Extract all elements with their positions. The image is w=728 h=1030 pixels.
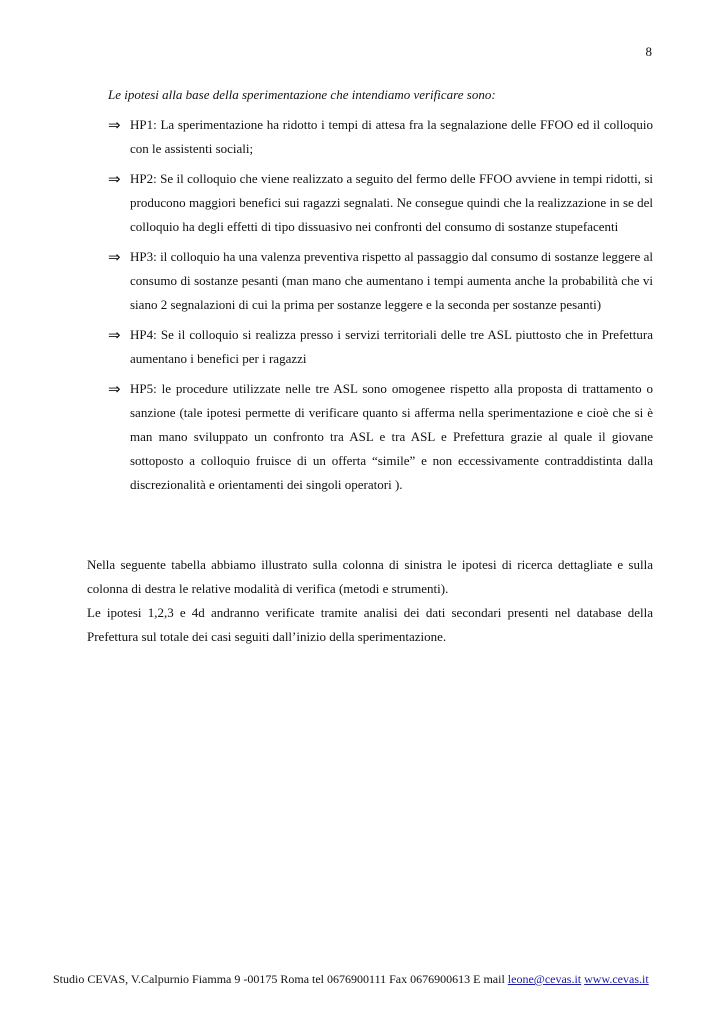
hypothesis-text: HP5: le procedure utilizzate nelle tre ASL sono omogenee rispetto alla proposta di trattamento o sanzione (tale ipotesi permette di verificare quanto si afferma nella sperimentazione e cioè che si è man mano sviluppato un confronto tra ASL e tra ASL e Prefettura grazie al quale il giovane sottoposto a colloquio fruisce di un offerta “simile” e non eccessivamente contraddistinta dalla discrezionalità e orientamenti dei singoli operatori ). bbox=[130, 381, 653, 492]
page-footer bbox=[53, 972, 673, 987]
hypothesis-item bbox=[108, 323, 653, 371]
implies-arrow-icon: ⇒ bbox=[108, 248, 121, 266]
hypotheses-list bbox=[108, 113, 653, 503]
hypothesis-text: HP1: La sperimentazione ha ridotto i tempi di attesa fra la segnalazione delle FFOO ed il colloquio con le assistenti sociali; bbox=[130, 117, 653, 156]
footer-text: Studio CEVAS, V.Calpurnio Fiamma 9 -00175 Roma tel 0676900111 Fax 0676900613 E mail bbox=[53, 972, 508, 986]
implies-arrow-icon: ⇒ bbox=[108, 326, 121, 344]
hypothesis-text: HP2: Se il colloquio che viene realizzato a seguito del fermo delle FFOO avviene in tempi ridotti, si producono maggiori benefici sui ragazzi segnalati. Ne consegue quindi che la realizzazione in se del colloquio ha degli effetti di tipo dissuasivo nei confronti del consumo di sostanze stupefacenti bbox=[130, 171, 653, 234]
paragraph: Le ipotesi 1,2,3 e 4d andranno verificate tramite analisi dei dati secondari presenti nel database della Prefettura sul totale dei casi seguiti dall’inizio della sperimentazione. bbox=[87, 605, 653, 644]
website-link[interactable]: www.cevas.it bbox=[584, 972, 649, 986]
intro-text: Le ipotesi alla base della sperimentazione che intendiamo verificare sono: bbox=[108, 87, 496, 102]
hypothesis-item bbox=[108, 245, 653, 317]
hypothesis-text: HP4: Se il colloquio si realizza presso i servizi territoriali delle tre ASL piuttosto che in Prefettura aumentano i benefici per i ragazzi bbox=[130, 327, 653, 366]
paragraph: Nella seguente tabella abbiamo illustrato sulla colonna di sinistra le ipotesi di ricerca dettagliate e sulla colonna di destra le relative modalità di verifica (metodi e strumenti). bbox=[87, 557, 653, 596]
page-number: 8 bbox=[645, 44, 652, 59]
hypothesis-text: HP3: il colloquio ha una valenza preventiva rispetto al passaggio dal consumo di sostanze leggere al consumo di sostanze pesanti (man mano che aumentano i tempi aumenta anche la probabilità che vi siano 2 segnalazioni di cui la prima per sostanze leggere e la seconda per sostanze pesanti) bbox=[130, 249, 653, 312]
body-text bbox=[87, 553, 653, 649]
hypothesis-item bbox=[108, 113, 653, 161]
implies-arrow-icon: ⇒ bbox=[108, 116, 121, 134]
implies-arrow-icon: ⇒ bbox=[108, 380, 121, 398]
hypothesis-item bbox=[108, 377, 653, 497]
email-link[interactable]: leone@cevas.it bbox=[507, 972, 582, 986]
hypothesis-item bbox=[108, 167, 653, 239]
implies-arrow-icon: ⇒ bbox=[108, 170, 121, 188]
